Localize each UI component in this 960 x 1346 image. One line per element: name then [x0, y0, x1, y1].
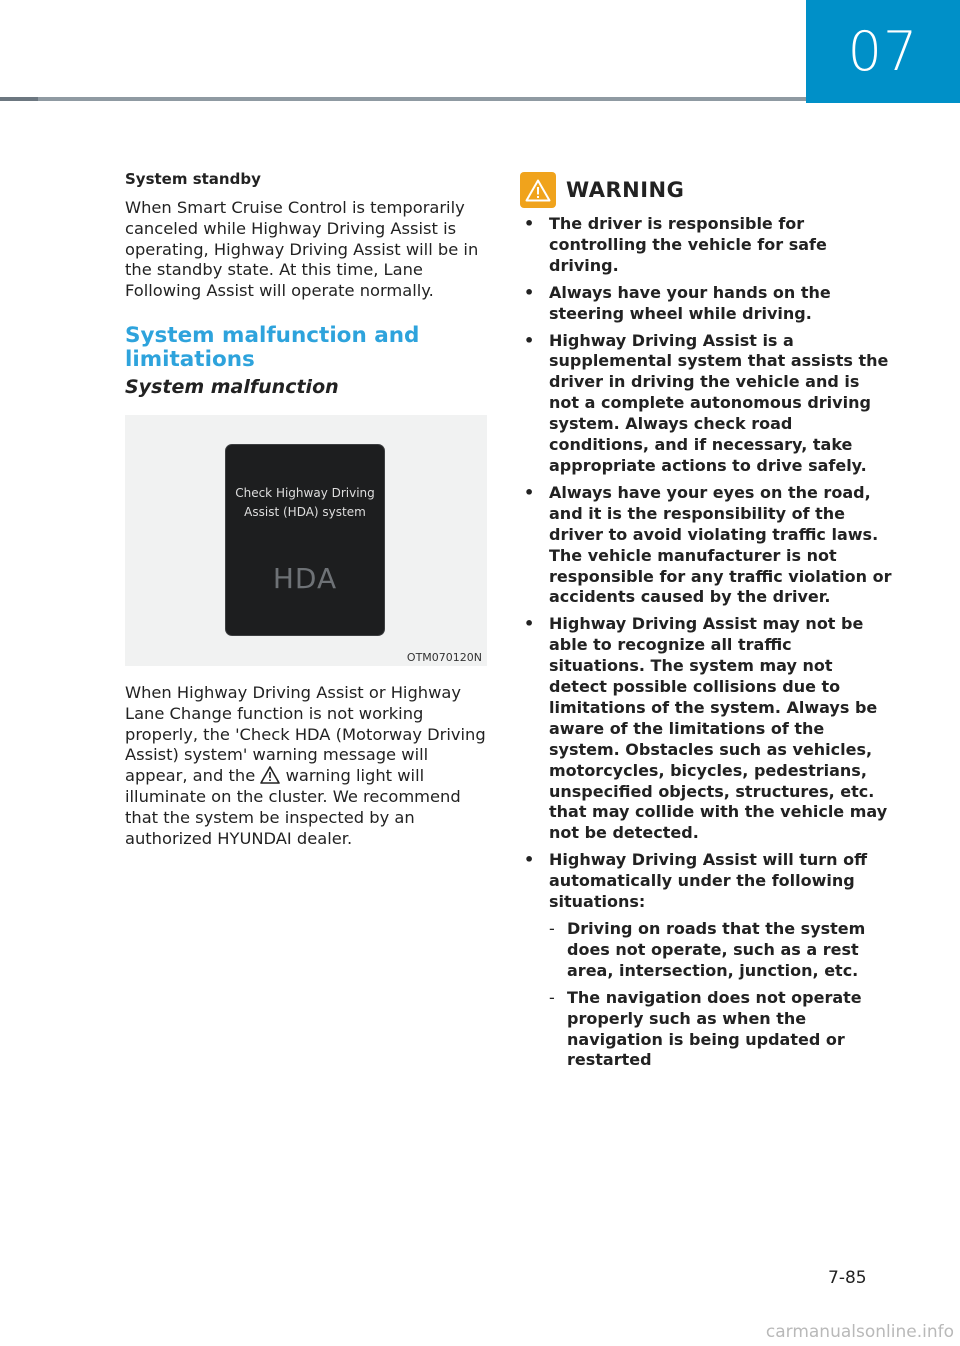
warning-title: WARNING	[566, 178, 685, 202]
warning-item: • Always have your hands on the steering wheel while driving.	[520, 283, 892, 325]
chapter-tab	[806, 0, 960, 103]
figure-code: OTM070120N	[406, 650, 482, 664]
warning-header	[520, 172, 892, 208]
cluster-figure	[125, 415, 487, 666]
standby-text: When Smart Cruise Control is temporarily canceled while Highway Driving Assist is operating, Highway Driving Assist will be in the standby state. At this time, Lane Following Assist will operate normally.	[125, 198, 479, 301]
warning-box	[520, 172, 892, 1077]
malfunction-text-b: warning light will illuminate on the cluster. We recommend that the system be inspected by an authorized HYUNDAI dealer.	[125, 766, 461, 848]
cluster-display	[225, 444, 385, 636]
warning-list	[520, 214, 892, 1071]
section-subtitle: System malfunction	[125, 375, 339, 398]
standby-heading: System standby	[125, 170, 261, 188]
header-rule-accent	[0, 97, 38, 101]
warning-triangle-icon	[260, 766, 280, 784]
warning-item: • Highway Driving Assist may not be able to recognize all traffic situations. The system may not detect possible collisions due to limitations of the system. Always be aware of the limitations of the system. Obstacles such as vehicles, motorcycles, bicycles, pedestrians, unspecified objects, structures, etc. that may collide with the vehicle may not be detected.	[520, 614, 892, 844]
warning-sub-item: - The navigation does not operate properly such as when the navigation is being updated or restarted	[549, 988, 892, 1072]
left-column	[125, 170, 490, 849]
warning-sub-item: - Driving on roads that the system does not operate, such as a rest area, intersection, junction, etc.	[549, 919, 892, 982]
warning-item: • The driver is responsible for controlling the vehicle for safe driving.	[520, 214, 892, 277]
warning-sub-list	[549, 919, 892, 1071]
warning-item: • Highway Driving Assist is a supplemental system that assists the driver in driving the vehicle and is not a complete autonomous driving system. Always check road conditions, and if necessary, take appropriate actions to drive safely.	[520, 331, 892, 477]
watermark: carmanualsonline.info	[765, 1322, 954, 1342]
warning-item-auto-off	[520, 850, 892, 1071]
malfunction-text	[125, 683, 490, 849]
warning-item-text: Highway Driving Assist will turn off automatically under the following situations:	[549, 850, 868, 912]
header-rule	[0, 97, 806, 101]
malfunction-text-a: When Highway Driving Assist or Highway Lane Change function is not working properly, the 'Check HDA (Motorway Driving Assist) system' warning message will appear, and the	[125, 682, 486, 786]
cluster-message: Check Highway Driving Assist (HDA) system	[235, 485, 375, 519]
chapter-number: 07	[847, 20, 919, 83]
page-number: 7-85	[828, 1268, 867, 1288]
warning-icon	[525, 179, 551, 202]
warning-item: • Always have your eyes on the road, and it is the responsibility of the driver to avoid violating traffic laws. The vehicle manufacturer is not responsible for any traffic violation or accidents caused by the driver.	[520, 483, 892, 608]
section-title: System malfunction and limitations	[125, 322, 420, 372]
cluster-hda-label: HDA	[272, 561, 338, 595]
warning-badge	[520, 172, 556, 208]
